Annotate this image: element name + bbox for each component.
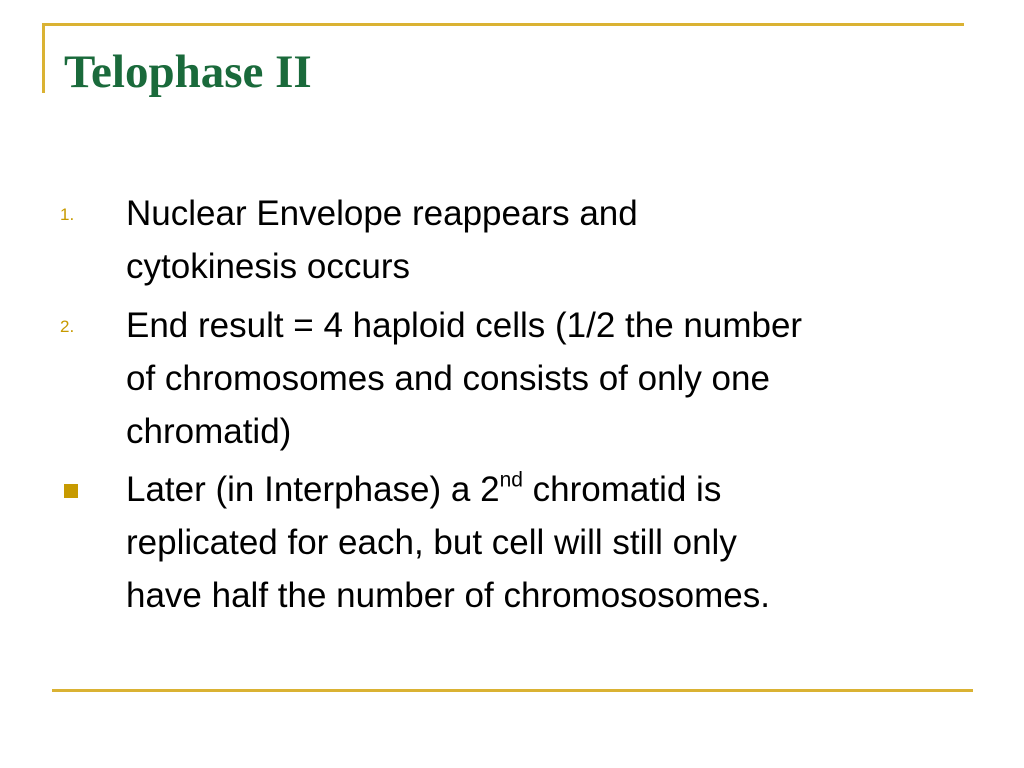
list-item-line: cytokinesis occurs: [126, 247, 410, 286]
list-number-2: 2.: [60, 317, 75, 336]
list-number-1: 1.: [60, 205, 75, 224]
list-item-line: [126, 463, 956, 516]
list-item-text: [126, 187, 956, 293]
ordinal-suffix: nd: [499, 468, 523, 492]
line-text: Later (in Interphase) a 2: [126, 470, 500, 509]
line-text: chromatid is: [522, 470, 722, 509]
list-item-line: chromatid): [126, 412, 292, 451]
frame-left-rule: [42, 23, 45, 93]
list-item-line: have half the number of chromososomes.: [126, 576, 770, 615]
list-item-line: Nuclear Envelope reappears and: [126, 194, 638, 233]
frame-top-rule: [42, 23, 964, 26]
list-item-line: of chromosomes and consists of only one: [126, 359, 770, 398]
slide-title: Telophase II: [64, 46, 312, 98]
list-item-line: End result = 4 haploid cells (1/2 the number: [126, 306, 803, 345]
frame-bottom-rule: [52, 689, 973, 692]
list-item-text: [126, 299, 956, 458]
square-bullet-icon: [64, 484, 78, 498]
list-item-line: replicated for each, but cell will still only: [126, 523, 737, 562]
list-item-text: [126, 463, 956, 622]
